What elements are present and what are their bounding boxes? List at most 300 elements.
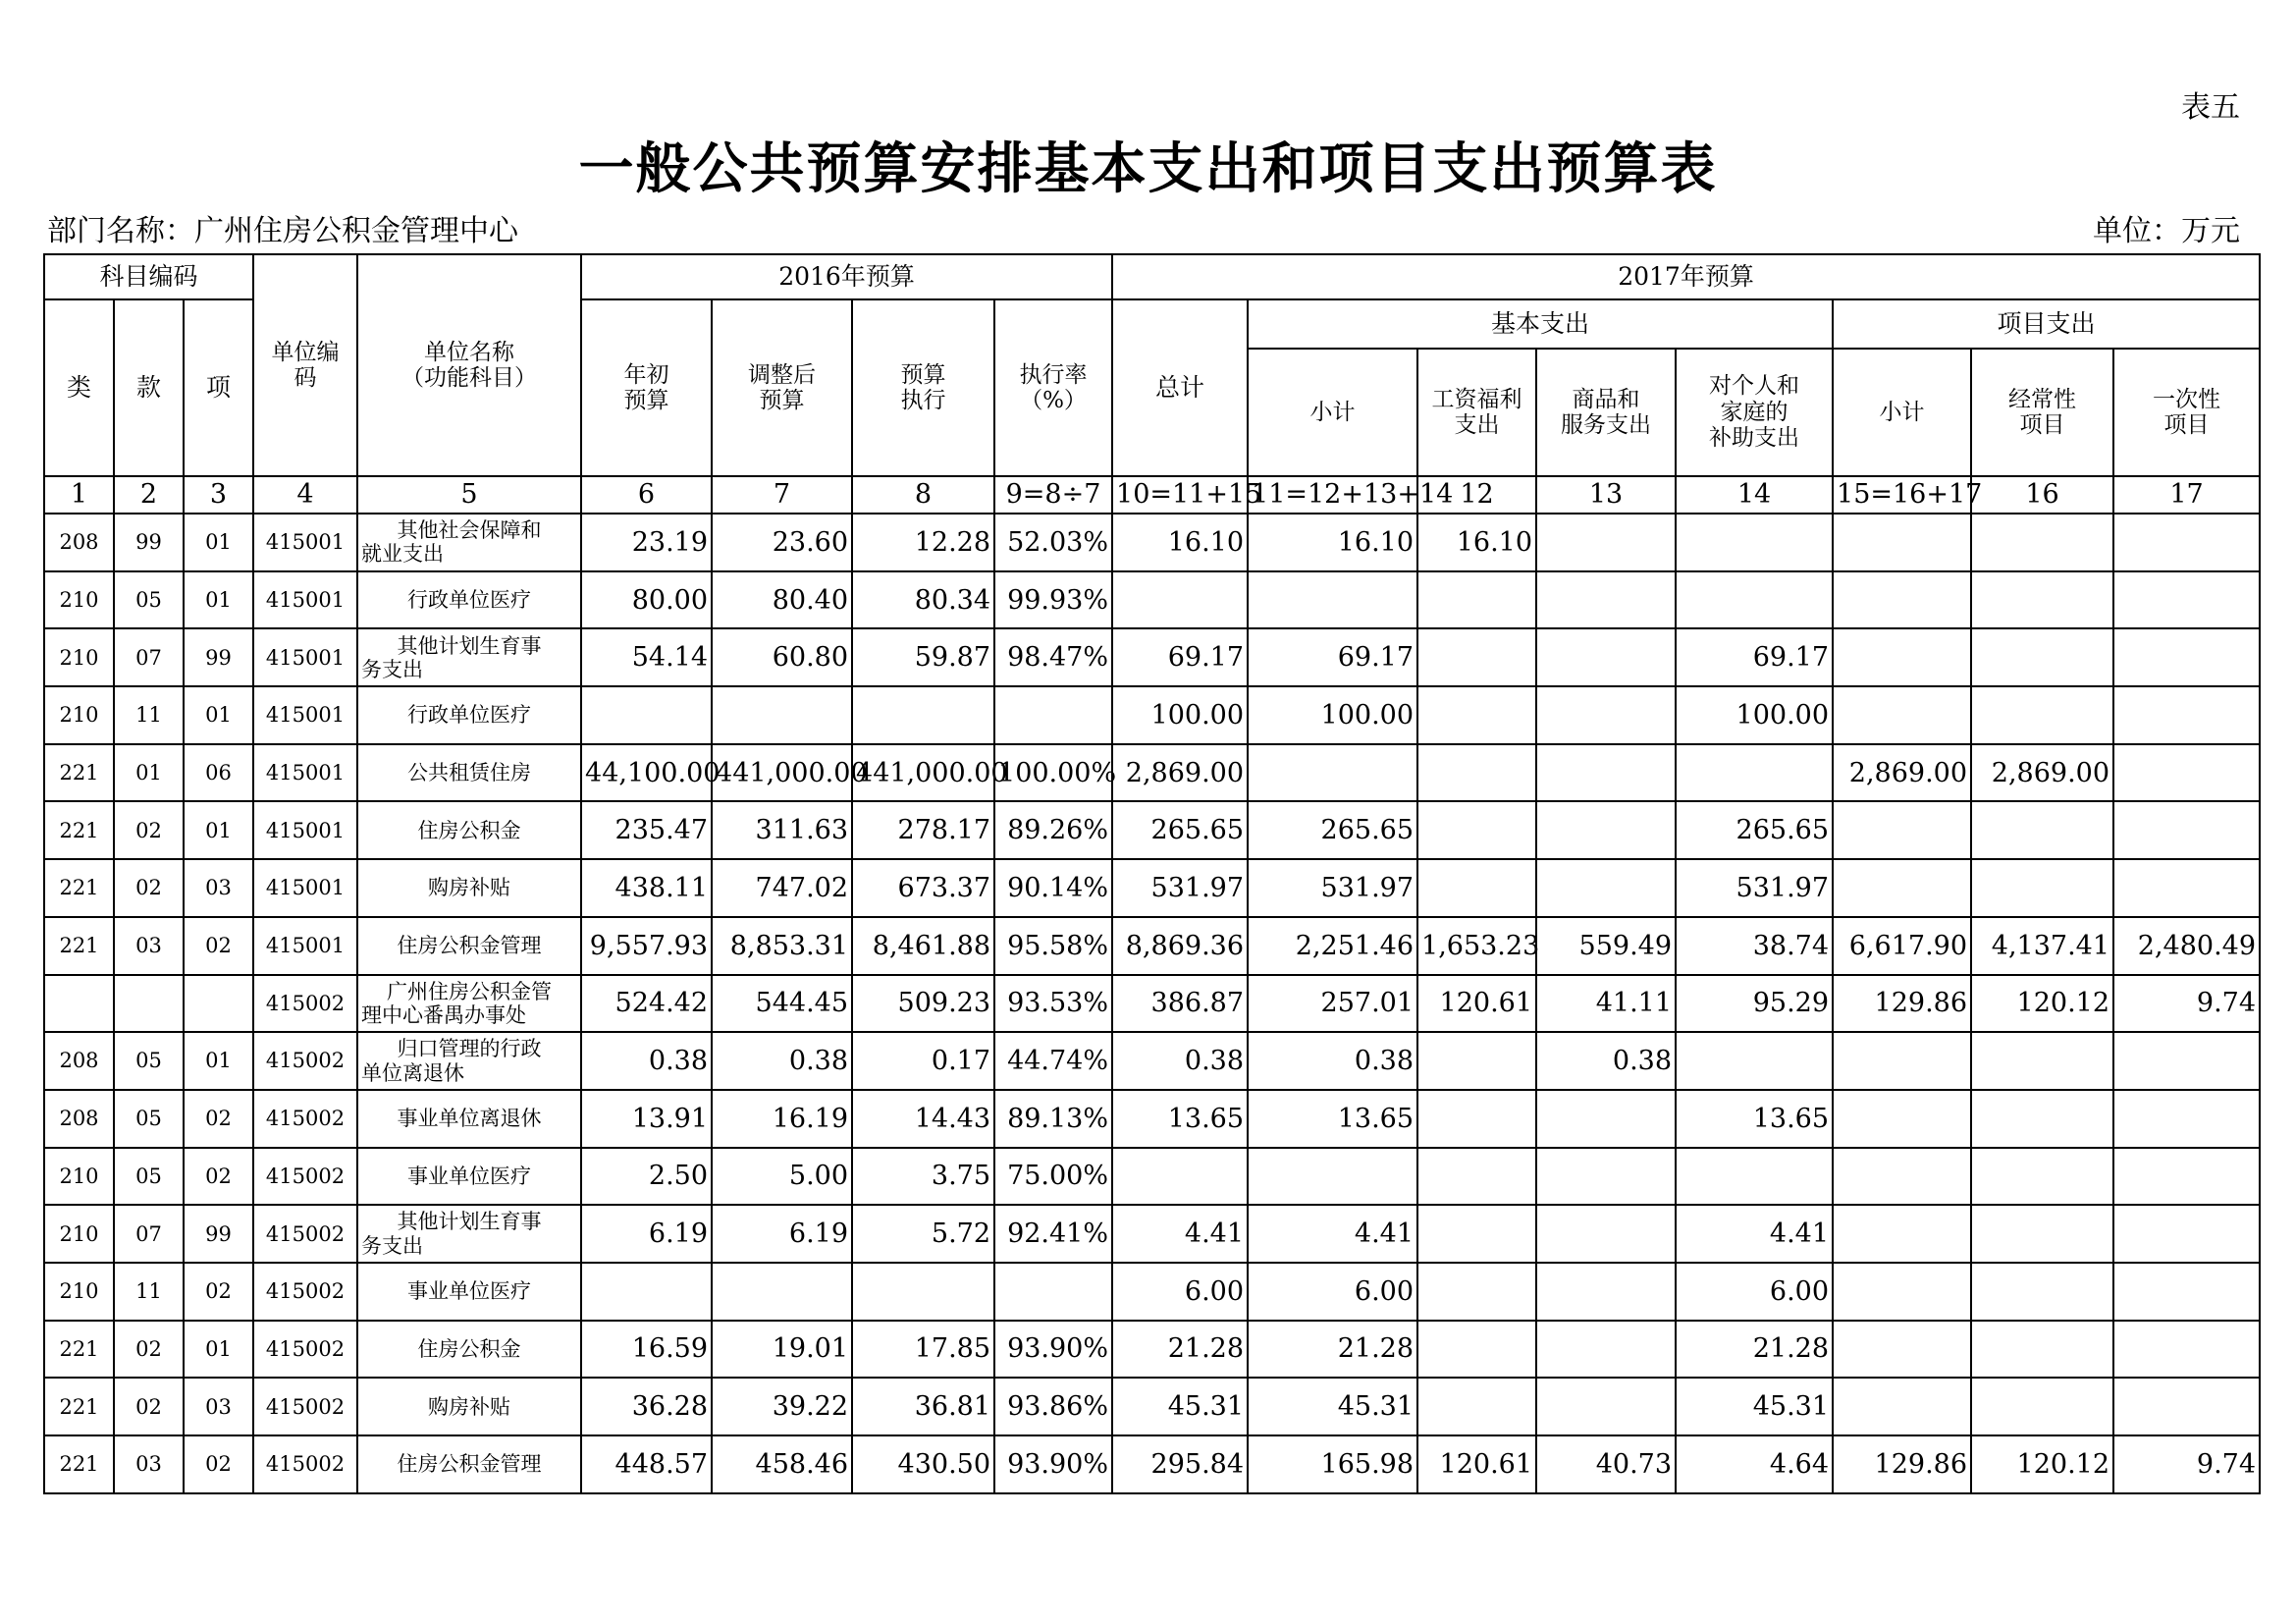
cell-col-7: 441,000.00 xyxy=(712,744,852,802)
cell-col-17 xyxy=(2113,514,2260,571)
cell-col-12: 120.61 xyxy=(1417,975,1536,1033)
header-2017-budget: 2017年预算 xyxy=(1112,254,2260,299)
cell-unit-name: 购房补贴 xyxy=(357,859,581,917)
cell-col-9: 98.47% xyxy=(994,628,1112,686)
cell-col-15 xyxy=(1833,514,1971,571)
cell-col-10: 13.65 xyxy=(1112,1090,1248,1148)
cell-kuan: 01 xyxy=(114,744,184,802)
cell-col-11: 531.97 xyxy=(1248,859,1417,917)
cell-unit-name: 住房公积金管理 xyxy=(357,917,581,975)
column-index-cell: 9=8÷7 xyxy=(994,476,1112,514)
cell-xiang: 02 xyxy=(184,1263,253,1321)
cell-code: 415001 xyxy=(253,917,357,975)
cell-kuan: 99 xyxy=(114,514,184,571)
cell-col-9 xyxy=(994,686,1112,744)
cell-col-17: 9.74 xyxy=(2113,1435,2260,1493)
cell-xiang: 99 xyxy=(184,1205,253,1263)
table-row xyxy=(44,859,2260,917)
cell-kuan: 03 xyxy=(114,1435,184,1493)
header-subject-code: 科目编码 xyxy=(44,254,253,299)
cell-col-10: 100.00 xyxy=(1112,686,1248,744)
cell-lei: 210 xyxy=(44,571,114,629)
cell-unit-name xyxy=(357,1205,581,1263)
cell-col-8: 441,000.00 xyxy=(852,744,994,802)
column-index-cell: 8 xyxy=(852,476,994,514)
cell-col-17 xyxy=(2113,801,2260,859)
column-index-cell: 7 xyxy=(712,476,852,514)
column-index-cell: 11=12+13+14 xyxy=(1248,476,1417,514)
cell-col-12 xyxy=(1417,686,1536,744)
cell-col-10: 386.87 xyxy=(1112,975,1248,1033)
cell-lei: 221 xyxy=(44,1435,114,1493)
cell-col-11: 4.41 xyxy=(1248,1205,1417,1263)
header-2016-budget: 2016年预算 xyxy=(581,254,1112,299)
header-xiang: 项 xyxy=(184,299,253,476)
table-row xyxy=(44,1148,2260,1206)
cell-col-13 xyxy=(1536,514,1676,571)
cell-col-14 xyxy=(1676,1148,1833,1206)
cell-unit-name-line1: 其他计划生育事 xyxy=(397,633,542,658)
cell-xiang xyxy=(184,975,253,1033)
cell-kuan: 02 xyxy=(114,859,184,917)
cell-kuan: 05 xyxy=(114,1148,184,1206)
table-row xyxy=(44,1263,2260,1321)
cell-xiang: 02 xyxy=(184,1090,253,1148)
cell-col-17 xyxy=(2113,1205,2260,1263)
column-index-cell: 15=16+17 xyxy=(1833,476,1971,514)
table-row xyxy=(44,917,2260,975)
cell-col-7: 16.19 xyxy=(712,1090,852,1148)
cell-code: 415002 xyxy=(253,1205,357,1263)
budget-table xyxy=(43,253,2261,1494)
cell-col-15 xyxy=(1833,801,1971,859)
cell-col-10 xyxy=(1112,1148,1248,1206)
cell-col-6: 9,557.93 xyxy=(581,917,712,975)
currency-unit: 单位：万元 xyxy=(2093,214,2240,248)
cell-col-17 xyxy=(2113,744,2260,802)
cell-col-8: 36.81 xyxy=(852,1378,994,1435)
cell-col-9: 93.53% xyxy=(994,975,1112,1033)
cell-col-16 xyxy=(1971,801,2113,859)
cell-col-7: 6.19 xyxy=(712,1205,852,1263)
header-project-subtotal: 小计 xyxy=(1833,349,1971,476)
cell-col-15 xyxy=(1833,1148,1971,1206)
cell-unit-name: 事业单位医疗 xyxy=(357,1263,581,1321)
cell-col-13 xyxy=(1536,801,1676,859)
cell-col-17 xyxy=(2113,628,2260,686)
cell-col-12 xyxy=(1417,1378,1536,1435)
cell-lei: 210 xyxy=(44,1263,114,1321)
cell-col-12 xyxy=(1417,1263,1536,1321)
cell-lei: 221 xyxy=(44,744,114,802)
column-index-cell: 10=11+15 xyxy=(1112,476,1248,514)
cell-col-10: 6.00 xyxy=(1112,1263,1248,1321)
cell-col-8: 17.85 xyxy=(852,1321,994,1379)
cell-lei: 221 xyxy=(44,801,114,859)
cell-kuan: 02 xyxy=(114,1321,184,1379)
header-total: 总计 xyxy=(1112,299,1248,476)
column-index-cell: 4 xyxy=(253,476,357,514)
cell-col-6: 2.50 xyxy=(581,1148,712,1206)
column-index-cell: 17 xyxy=(2113,476,2260,514)
cell-kuan: 03 xyxy=(114,917,184,975)
cell-col-16 xyxy=(1971,686,2113,744)
cell-col-8: 5.72 xyxy=(852,1205,994,1263)
cell-col-15: 129.86 xyxy=(1833,1435,1971,1493)
cell-col-6: 80.00 xyxy=(581,571,712,629)
cell-col-7: 311.63 xyxy=(712,801,852,859)
cell-col-13 xyxy=(1536,1205,1676,1263)
cell-col-9: 52.03% xyxy=(994,514,1112,571)
cell-col-9: 100.00% xyxy=(994,744,1112,802)
cell-col-17: 9.74 xyxy=(2113,975,2260,1033)
cell-lei: 221 xyxy=(44,917,114,975)
column-index-cell: 6 xyxy=(581,476,712,514)
cell-col-9: 89.26% xyxy=(994,801,1112,859)
header-unit-name: 单位名称 （功能科目） xyxy=(357,254,581,476)
cell-col-8: 430.50 xyxy=(852,1435,994,1493)
cell-lei: 210 xyxy=(44,686,114,744)
cell-col-14: 38.74 xyxy=(1676,917,1833,975)
cell-col-11: 2,251.46 xyxy=(1248,917,1417,975)
cell-col-11: 21.28 xyxy=(1248,1321,1417,1379)
table-row xyxy=(44,1321,2260,1379)
cell-col-9: 93.90% xyxy=(994,1321,1112,1379)
cell-xiang: 02 xyxy=(184,917,253,975)
cell-col-12 xyxy=(1417,744,1536,802)
cell-code: 415002 xyxy=(253,1321,357,1379)
cell-col-14: 6.00 xyxy=(1676,1263,1833,1321)
cell-col-8: 59.87 xyxy=(852,628,994,686)
cell-unit-name: 行政单位医疗 xyxy=(357,686,581,744)
cell-kuan xyxy=(114,975,184,1033)
cell-col-6: 16.59 xyxy=(581,1321,712,1379)
cell-col-15 xyxy=(1833,628,1971,686)
cell-col-13 xyxy=(1536,628,1676,686)
cell-col-15 xyxy=(1833,1205,1971,1263)
cell-col-6 xyxy=(581,686,712,744)
cell-col-8 xyxy=(852,686,994,744)
cell-col-15 xyxy=(1833,1090,1971,1148)
cell-lei: 208 xyxy=(44,1032,114,1090)
cell-lei: 221 xyxy=(44,1378,114,1435)
cell-lei: 210 xyxy=(44,1148,114,1206)
cell-col-12 xyxy=(1417,801,1536,859)
cell-col-16 xyxy=(1971,628,2113,686)
cell-col-15 xyxy=(1833,859,1971,917)
cell-col-11: 45.31 xyxy=(1248,1378,1417,1435)
cell-col-9: 95.58% xyxy=(994,917,1112,975)
cell-col-7: 39.22 xyxy=(712,1378,852,1435)
cell-unit-name-line1: 广州住房公积金管 xyxy=(387,979,553,1003)
table-row xyxy=(44,571,2260,629)
cell-col-14: 21.28 xyxy=(1676,1321,1833,1379)
column-index-row xyxy=(44,476,2260,514)
cell-code: 415002 xyxy=(253,1378,357,1435)
cell-xiang: 03 xyxy=(184,1378,253,1435)
cell-code: 415001 xyxy=(253,686,357,744)
cell-col-16: 120.12 xyxy=(1971,975,2113,1033)
cell-col-11 xyxy=(1248,744,1417,802)
cell-col-16 xyxy=(1971,859,2113,917)
cell-col-14: 13.65 xyxy=(1676,1090,1833,1148)
cell-col-7: 23.60 xyxy=(712,514,852,571)
cell-col-6: 54.14 xyxy=(581,628,712,686)
cell-unit-name: 事业单位医疗 xyxy=(357,1148,581,1206)
cell-col-9 xyxy=(994,1263,1112,1321)
cell-unit-name xyxy=(357,628,581,686)
header-basic-expenditure: 基本支出 xyxy=(1248,299,1833,349)
cell-col-7: 458.46 xyxy=(712,1435,852,1493)
cell-col-7: 80.40 xyxy=(712,571,852,629)
cell-col-12 xyxy=(1417,1205,1536,1263)
cell-col-10: 69.17 xyxy=(1112,628,1248,686)
cell-col-15: 2,869.00 xyxy=(1833,744,1971,802)
cell-unit-name: 事业单位离退休 xyxy=(357,1090,581,1148)
cell-col-11 xyxy=(1248,1148,1417,1206)
cell-kuan: 11 xyxy=(114,1263,184,1321)
cell-col-12: 1,653.23 xyxy=(1417,917,1536,975)
cell-code: 415002 xyxy=(253,1032,357,1090)
column-index-cell: 13 xyxy=(1536,476,1676,514)
cell-col-17 xyxy=(2113,859,2260,917)
cell-col-16 xyxy=(1971,514,2113,571)
cell-col-9: 90.14% xyxy=(994,859,1112,917)
header-budget-execution: 预算 执行 xyxy=(852,299,994,476)
cell-unit-name-line1: 归口管理的行政 xyxy=(397,1037,542,1061)
header-project-expenditure: 项目支出 xyxy=(1833,299,2260,349)
cell-code: 415001 xyxy=(253,859,357,917)
cell-col-14: 100.00 xyxy=(1676,686,1833,744)
cell-col-14: 95.29 xyxy=(1676,975,1833,1033)
column-index-cell: 5 xyxy=(357,476,581,514)
cell-col-6: 0.38 xyxy=(581,1032,712,1090)
table-row xyxy=(44,1205,2260,1263)
cell-col-14: 69.17 xyxy=(1676,628,1833,686)
cell-col-9: 99.93% xyxy=(994,571,1112,629)
cell-col-10: 45.31 xyxy=(1112,1378,1248,1435)
cell-col-9: 93.90% xyxy=(994,1435,1112,1493)
cell-unit-name-line2: 就业支出 xyxy=(361,542,445,567)
cell-col-12 xyxy=(1417,628,1536,686)
cell-col-7 xyxy=(712,686,852,744)
cell-lei: 208 xyxy=(44,1090,114,1148)
cell-code: 415001 xyxy=(253,571,357,629)
table-row xyxy=(44,628,2260,686)
cell-col-11: 165.98 xyxy=(1248,1435,1417,1493)
cell-unit-name-line1: 其他社会保障和 xyxy=(397,518,542,543)
cell-col-12 xyxy=(1417,571,1536,629)
table-row xyxy=(44,801,2260,859)
cell-col-16 xyxy=(1971,1378,2113,1435)
cell-col-13: 40.73 xyxy=(1536,1435,1676,1493)
cell-col-8: 8,461.88 xyxy=(852,917,994,975)
cell-col-10: 4.41 xyxy=(1112,1205,1248,1263)
header-basic-subtotal: 小计 xyxy=(1248,349,1417,476)
cell-col-6 xyxy=(581,1263,712,1321)
cell-col-16: 4,137.41 xyxy=(1971,917,2113,975)
table-row xyxy=(44,1032,2260,1090)
cell-col-6: 6.19 xyxy=(581,1205,712,1263)
cell-unit-name: 行政单位医疗 xyxy=(357,571,581,629)
cell-col-17: 2,480.49 xyxy=(2113,917,2260,975)
cell-col-6: 235.47 xyxy=(581,801,712,859)
cell-col-10 xyxy=(1112,571,1248,629)
cell-xiang: 01 xyxy=(184,514,253,571)
cell-col-13 xyxy=(1536,1263,1676,1321)
cell-unit-name: 住房公积金管理 xyxy=(357,1435,581,1493)
cell-col-13 xyxy=(1536,1378,1676,1435)
cell-col-6: 44,100.00 xyxy=(581,744,712,802)
cell-col-14: 265.65 xyxy=(1676,801,1833,859)
cell-unit-name xyxy=(357,1032,581,1090)
cell-kuan: 07 xyxy=(114,628,184,686)
cell-col-10: 0.38 xyxy=(1112,1032,1248,1090)
table-row xyxy=(44,1378,2260,1435)
cell-col-8: 278.17 xyxy=(852,801,994,859)
page-title: 一般公共预算安排基本支出和项目支出预算表 xyxy=(578,136,1718,201)
cell-col-13: 559.49 xyxy=(1536,917,1676,975)
cell-col-15 xyxy=(1833,1263,1971,1321)
cell-code: 415001 xyxy=(253,514,357,571)
cell-col-11: 0.38 xyxy=(1248,1032,1417,1090)
cell-unit-name-line2: 单位离退休 xyxy=(361,1060,465,1085)
table-row xyxy=(44,744,2260,802)
cell-col-16 xyxy=(1971,571,2113,629)
cell-col-9: 89.13% xyxy=(994,1090,1112,1148)
cell-unit-name xyxy=(357,975,581,1033)
cell-kuan: 05 xyxy=(114,1090,184,1148)
table-number-label: 表五 xyxy=(2181,90,2240,125)
cell-col-12: 120.61 xyxy=(1417,1435,1536,1493)
cell-col-6: 23.19 xyxy=(581,514,712,571)
cell-col-13 xyxy=(1536,1321,1676,1379)
cell-col-8: 673.37 xyxy=(852,859,994,917)
cell-col-13 xyxy=(1536,571,1676,629)
cell-unit-name xyxy=(357,514,581,571)
cell-col-13 xyxy=(1536,1148,1676,1206)
cell-lei: 208 xyxy=(44,514,114,571)
cell-xiang: 01 xyxy=(184,571,253,629)
cell-col-15 xyxy=(1833,571,1971,629)
cell-col-14: 4.41 xyxy=(1676,1205,1833,1263)
cell-col-11: 69.17 xyxy=(1248,628,1417,686)
cell-col-14 xyxy=(1676,744,1833,802)
cell-col-8: 80.34 xyxy=(852,571,994,629)
cell-col-14: 531.97 xyxy=(1676,859,1833,917)
cell-code: 415002 xyxy=(253,975,357,1033)
cell-xiang: 06 xyxy=(184,744,253,802)
cell-col-15 xyxy=(1833,1321,1971,1379)
cell-code: 415001 xyxy=(253,744,357,802)
cell-col-11: 265.65 xyxy=(1248,801,1417,859)
cell-col-11: 100.00 xyxy=(1248,686,1417,744)
cell-col-16 xyxy=(1971,1205,2113,1263)
cell-col-9: 44.74% xyxy=(994,1032,1112,1090)
cell-col-10: 295.84 xyxy=(1112,1435,1248,1493)
cell-code: 415002 xyxy=(253,1090,357,1148)
table-row xyxy=(44,975,2260,1033)
cell-unit-name: 公共租赁住房 xyxy=(357,744,581,802)
cell-col-10: 265.65 xyxy=(1112,801,1248,859)
cell-col-8: 3.75 xyxy=(852,1148,994,1206)
cell-kuan: 05 xyxy=(114,1032,184,1090)
cell-col-7: 5.00 xyxy=(712,1148,852,1206)
cell-col-12 xyxy=(1417,1032,1536,1090)
header-initial-budget: 年初 预算 xyxy=(581,299,712,476)
cell-col-6: 448.57 xyxy=(581,1435,712,1493)
cell-col-14: 45.31 xyxy=(1676,1378,1833,1435)
cell-xiang: 01 xyxy=(184,801,253,859)
cell-col-7: 60.80 xyxy=(712,628,852,686)
cell-kuan: 11 xyxy=(114,686,184,744)
table-row xyxy=(44,686,2260,744)
cell-lei xyxy=(44,975,114,1033)
cell-col-11: 13.65 xyxy=(1248,1090,1417,1148)
cell-lei: 210 xyxy=(44,628,114,686)
cell-col-15 xyxy=(1833,686,1971,744)
cell-col-17 xyxy=(2113,1321,2260,1379)
cell-col-15 xyxy=(1833,1032,1971,1090)
cell-code: 415002 xyxy=(253,1435,357,1493)
header-wages: 工资福利 支出 xyxy=(1417,349,1536,476)
column-index-cell: 2 xyxy=(114,476,184,514)
cell-col-7 xyxy=(712,1263,852,1321)
cell-kuan: 02 xyxy=(114,1378,184,1435)
cell-unit-name-line2: 理中心番禺办事处 xyxy=(361,1002,527,1027)
cell-lei: 221 xyxy=(44,1321,114,1379)
cell-col-13: 0.38 xyxy=(1536,1032,1676,1090)
cell-unit-name: 住房公积金 xyxy=(357,1321,581,1379)
table-row xyxy=(44,1435,2260,1493)
cell-lei: 210 xyxy=(44,1205,114,1263)
cell-xiang: 01 xyxy=(184,1032,253,1090)
cell-kuan: 07 xyxy=(114,1205,184,1263)
cell-code: 415002 xyxy=(253,1148,357,1206)
cell-col-17 xyxy=(2113,1378,2260,1435)
header-lei: 类 xyxy=(44,299,114,476)
cell-col-7: 0.38 xyxy=(712,1032,852,1090)
cell-col-12 xyxy=(1417,859,1536,917)
cell-col-6: 438.11 xyxy=(581,859,712,917)
cell-col-12: 16.10 xyxy=(1417,514,1536,571)
cell-col-7: 747.02 xyxy=(712,859,852,917)
cell-col-10: 16.10 xyxy=(1112,514,1248,571)
cell-col-9: 93.86% xyxy=(994,1378,1112,1435)
cell-unit-name: 住房公积金 xyxy=(357,801,581,859)
cell-col-15 xyxy=(1833,1378,1971,1435)
column-index-cell: 14 xyxy=(1676,476,1833,514)
cell-col-8 xyxy=(852,1263,994,1321)
cell-col-8: 12.28 xyxy=(852,514,994,571)
column-index-cell: 12 xyxy=(1417,476,1536,514)
cell-unit-name-line1: 其他计划生育事 xyxy=(397,1210,542,1234)
cell-col-13 xyxy=(1536,1090,1676,1148)
cell-col-7: 19.01 xyxy=(712,1321,852,1379)
cell-col-15: 129.86 xyxy=(1833,975,1971,1033)
cell-col-6: 524.42 xyxy=(581,975,712,1033)
cell-col-10: 2,869.00 xyxy=(1112,744,1248,802)
cell-col-11: 257.01 xyxy=(1248,975,1417,1033)
cell-col-17 xyxy=(2113,1148,2260,1206)
cell-col-14 xyxy=(1676,571,1833,629)
cell-code: 415001 xyxy=(253,801,357,859)
cell-kuan: 05 xyxy=(114,571,184,629)
cell-col-16: 120.12 xyxy=(1971,1435,2113,1493)
cell-col-10: 531.97 xyxy=(1112,859,1248,917)
cell-col-12 xyxy=(1417,1321,1536,1379)
cell-xiang: 03 xyxy=(184,859,253,917)
